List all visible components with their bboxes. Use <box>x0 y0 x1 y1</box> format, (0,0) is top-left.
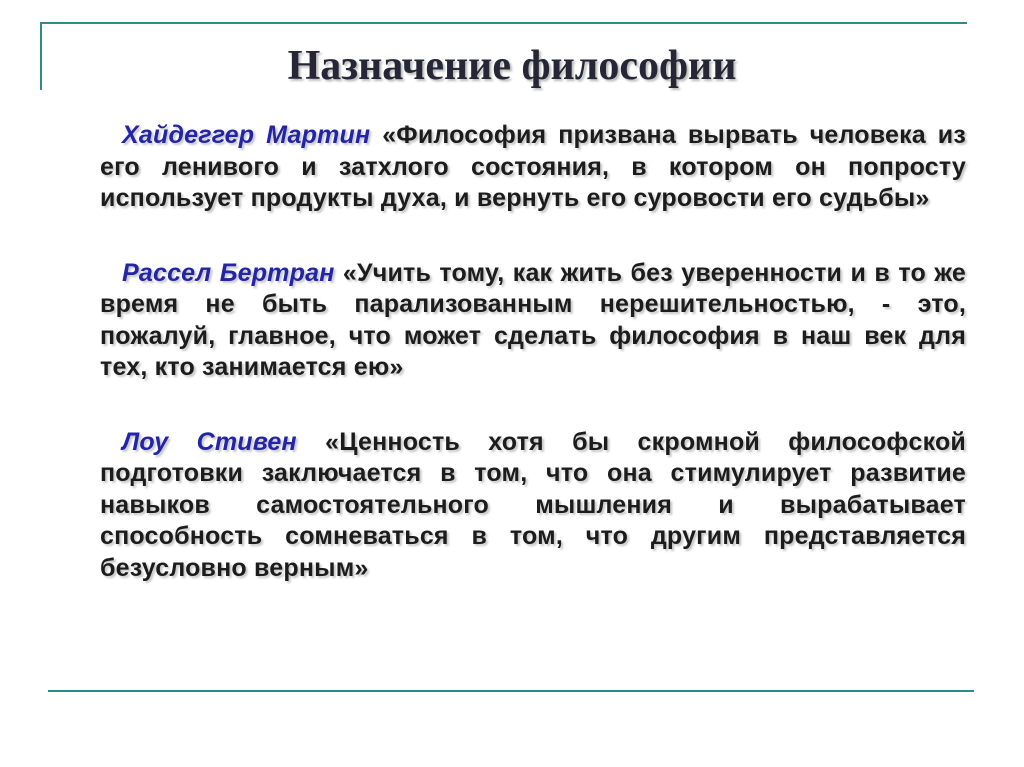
bottom-rule <box>48 690 974 692</box>
quote-author: Лоу Стивен <box>122 427 297 456</box>
quote-text: «Философия призвана вырвать человека из его ленивого и затхлого состояния, в котором он попросту использует продукты духа, и вернуть его суровости его судьбы» <box>100 121 966 212</box>
quote-author: Рассел Бертран <box>122 258 335 287</box>
quotes-list <box>100 120 966 627</box>
quote-author: Хайдеггер Мартин <box>122 121 371 149</box>
quote-lowe <box>100 427 966 585</box>
quote-russell <box>100 258 966 384</box>
quote-text: «Учить тому, как жить без уверенности и в то же время не быть парализованным нерешительностью, - это, пожалуй, главное, что может сделать философия в наш век для тех, кто занимается ею» <box>100 258 966 381</box>
slide-title: Назначение философии <box>287 43 737 89</box>
quote-heidegger <box>100 120 966 215</box>
top-rule <box>40 22 967 24</box>
quote-text: «Ценность хотя бы скромной философской подготовки заключается в том, что она стимулирует развитие навыков самостоятельного мышления и вырабатывает способность сомневаться в том, что другим представляется безусловно верным» <box>100 427 966 582</box>
